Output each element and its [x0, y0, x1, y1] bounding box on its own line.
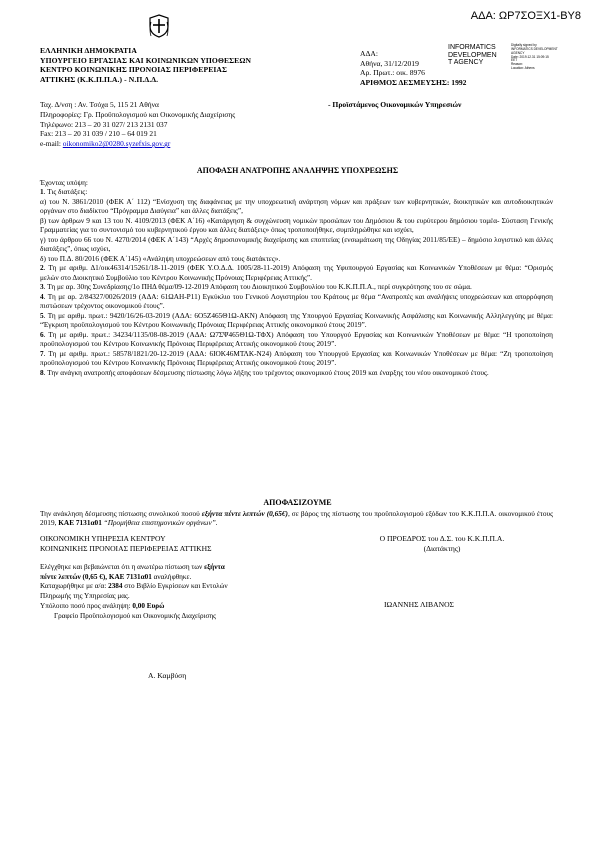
header-line: ΥΠΟΥΡΓΕΙΟ ΕΡΓΑΣΙΑΣ ΚΑΙ ΚΟΙΝΩΝΙΚΩΝ ΥΠΟΘΕΣΕΩΝ: [40, 55, 252, 65]
commitment-number: ΑΡΙΘΜΟΣ ΔΕΣΜΕΥΣΗΣ: 1992: [360, 78, 467, 88]
email-link[interactable]: oikonomiko2@0280.syzefxis.gov.gr: [62, 139, 171, 149]
header-line: ΚΕΝΤΡΟ ΚΟΙΝΩΝΙΚΗΣ ΠΡΟΝΟΙΑΣ ΠΕΡΙΦΕΡΕΙΑΣ: [40, 65, 228, 75]
para-5: 5. Τη με αριθμ. πρωτ.: 9420/16/26-03-2019 (ΑΔΑ: 6Ο5Ζ465Θ1Ω-ΑΚΝ) Απόφαση της Υπουργού Εργασίας Κοινωνικής Ασφάλισης και Κοινωνικής Αλληλεγγύης με θέμα: “Έγκριση προϋπολογισμού του Κέντρου Κοινωνικής Πρόνοιας Περιφέρειας Αττικής οικονομικού έτους 2019”.: [40, 310, 553, 330]
fax: Fax: 213 – 20 31 039 / 210 – 64 019 21: [40, 129, 157, 139]
considerations: [40, 178, 553, 377]
document-title: ΑΠΟΦΑΣΗ ΑΝΑΤΡΟΠΗΣ ΑΝΑΛΗΨΗΣ ΥΠΟΧΡΕΩΣΗΣ: [196, 166, 399, 175]
para-6: 6. Τη με αριθμ. πρωτ.: 34234/1135/08-08-2019 (ΑΔΑ: Ω7ΣΨ465Θ1Ω-ΤΦΧ) Απόφαση του Υπουργού Εργασίας και Κοινωνικών Υποθέσεων με θέμα: “Η τροποποίηση προϋπολογισμού του Κέντρου Κοινωνικής Πρόνοιας Περιφέρειας Αττικής οικονομικού έτους 2019”.: [40, 329, 553, 349]
decision-text: Την ανάκληση δέσμευσης πίστωσης συνολικού ποσού εξήντα πέντε λεπτών (0,65€), σε βάρος της πίστωσης του προϋπολογισμού εξόδων του Κ.Κ.Π.Π.Α. οικονομικού έτους 2019, ΚΑΕ 7131α01 “Προμήθεια επιστημονικών οργάνων”.: [40, 509, 554, 528]
para-7: 7. Τη με αριθμ. πρωτ.: 58578/1821/20-12-2019 (ΑΔΑ: 6ΙΟΚ46ΜΤΛΚ-Ν24) Απόφαση του Υπουργού Εργασίας και Κοινωνικών Υποθέσεων με θέμα: “Ζη τροποποίηση προϋπολογισμού του Κέντρου Κοινωνικής Πρόνοιας Περιφέρειας Αττικής οικονομικού έτους 2019”.: [40, 348, 553, 368]
having-regard: Έχοντας υπόψη:: [40, 178, 88, 187]
document-date: Αθήνα, 31/12/2019: [360, 58, 419, 68]
issuer-header: [40, 46, 251, 85]
email-line: e-mail: oikonomiko2@0280.syzefxis.gov.gr: [40, 139, 171, 149]
para-a: α) του Ν. 3861/2010 (ΦΕΚ Α΄ 112) “Ενίσχυση της διαφάνειας με την υποχρεωτική ανάρτηση νόμων και πράξεων των κυβερνητικών, διοικητικών και αυτοδιοικητικών οργάνων στο διαδίκτυο “Πρόγραμμα Διαύγεια” και άλλες διατάξεις”,: [40, 196, 553, 216]
ada-top: ΑΔΑ: ΩΡ7ΣΟΞΧ1-ΒΥ8: [470, 10, 581, 22]
para-2: 2. Τη με αριθμ. Δ1/οικ46314/15261/18-11-2019 (ΦΕΚ Υ.Ο.Δ.Δ. 1005/28-11-2019) Απόφαση της Υφυπουργού Εργασίας και Κοινωνικών Υποθέσεων με θέμα: “Ορισμός μελών στο Διοικητικό Συμβούλιο του Κέντρου Κοινωνικής Πρόνοιας Περιφέρειας Αττικής”.: [40, 263, 553, 282]
para-c: γ) του άρθρου 66 του Ν. 4270/2014 (ΦΕΚ Α΄143) “Αρχές δημοσιονομικής διαχείρισης και εποπτείας (ενσωμάτωση της Οδηγίας 2011/85/ΕΕ) – δημόσιο λογιστικό και άλλες διατάξεις”, όπως ισχύει,: [40, 234, 553, 254]
ada-label: ΑΔΑ:: [360, 49, 378, 58]
item-1: 1. Τις διατάξεις:: [40, 187, 88, 197]
protocol-number: Αρ. Πρωτ.: οικ. 8976: [360, 68, 425, 78]
address: Ταχ. Δ/νση : Αν. Τσόχα 5, 115 21 Αθήνα: [40, 100, 159, 109]
digital-signature-stamp: Digitally signed by INFORMATICS DEVELOPMENT AGENCY Date: 2019.12.31 15:09:15 EET Reason: Location: Athens: [511, 43, 558, 71]
header-line: ΑΤΤΙΚΗΣ (Κ.Κ.Π.Π.Α.) - Ν.Π.Δ.Δ.: [40, 75, 159, 85]
greek-emblem-icon: [148, 14, 170, 38]
phone: Τηλέφωνο: 213 – 20 31 027/ 213 2131 037: [40, 119, 168, 129]
finance-service-label: ΟΙΚΟΝΟΜΙΚΗ ΥΠΗΡΕΣΙΑ ΚΕΝΤΡΟΥ ΚΟΙΝΩΝΙΚΗΣ ΠΡΟΝΟΙΑΣ ΠΕΡΙΦΕΡΕΙΑΣ ΑΤΤΙΚΗΣ: [40, 534, 212, 553]
ida-logo: INFORMATICS DEVELOPMEN T AGENCY: [448, 44, 497, 67]
para-b: β) των άρθρων 9 και 13 του Ν. 4109/2013 (ΦΕΚ Α΄16) «Κατάργηση & συγχώνευση νομικών προσώπων του Δημόσιου & του ευρύτερου δημόσιου τομέα- Σύσταση Γενικής Γραμματείας για το συντονισμό του κυβερνητικού έργου και άλλες διατάξεις» όπως τροποποιήθηκε, συμπληρώθηκε και ισχύει,: [40, 215, 553, 235]
president-name: ΙΩΑΝΝΗΣ ΛΙΒΑΝΟΣ: [384, 600, 454, 609]
para-8: 8. Την ανάγκη ανατροπής αποφάσεων δέσμευσης πίστωσης λόγω λήξης του τρέχοντος οικονομικού έτους 2019 και έναρξης του νέου οικονομικού έτους.: [40, 367, 489, 377]
addressee: - Προϊστάμενος Οικονομικών Υπηρεσιών: [328, 100, 462, 109]
officer-name: Α. Καμβύση: [148, 671, 187, 680]
para-3: 3. Τη με αρ. 30ης Συνεδρίασης/1ο ΠΗΔ θέμα/09-12-2019 Απόφαση του Διοικητικού Συμβουλίου του Κ.Κ.Π.Π.Α., περί συγκρότησης του σε σώμα.: [40, 282, 472, 292]
header-line: ΕΛΛΗΝΙΚΗ ΔΗΜΟΚΡΑΤΙΑ: [40, 46, 137, 55]
contact-info: [40, 100, 235, 149]
decide-title: ΑΠΟΦΑΣΙΖΟΥΜΕ: [263, 498, 332, 507]
verification-block: Ελέγχθηκε και βεβαιώνεται ότι η ανωτέρω πίστωση των εξήντα πέντε λεπτών (0,65 €), ΚΑΕ 7131α01 αναλήφθηκε. Καταχωρήθηκε με α/α: 2384 στο Βιβλίο Εγκρίσεων και Εντολών Πληρωμής της Υπηρεσίας μας. Υπόλοιπο ποσό προς ανάληψη: 0,00 Ευρώ Γραφείο Προϋπολογισμού και Οικονομικής Διαχείρισης: [40, 563, 228, 620]
info: Πληροφορίες: Γρ. Προϋπολογισμού και Οικονομικής Διαχείρισης: [40, 109, 236, 119]
para-d: δ) του Π.Δ. 80/2016 (ΦΕΚ Α΄145) «Ανάληψη υποχρεώσεων από τους διατάκτες».: [40, 253, 281, 263]
para-4: 4. Τη με αρ. 2/84327/0026/2019 (ΑΔΑ: 61ΩΑΗ-Ρ11) Εγκύκλιο του Γενικού Λογιστηρίου του Κράτους με θέμα “Ανατροπές και αναλήψεις υποχρεώσεων και απορρόφηση πιστώσεων τρέχοντος οικονομικού έτους”.: [40, 291, 553, 311]
president-signature-block: Ο ΠΡΟΕΔΡΟΣ του Δ.Σ. του Κ.Κ.Π.Π.Α. (Διατάκτης): [379, 534, 505, 553]
